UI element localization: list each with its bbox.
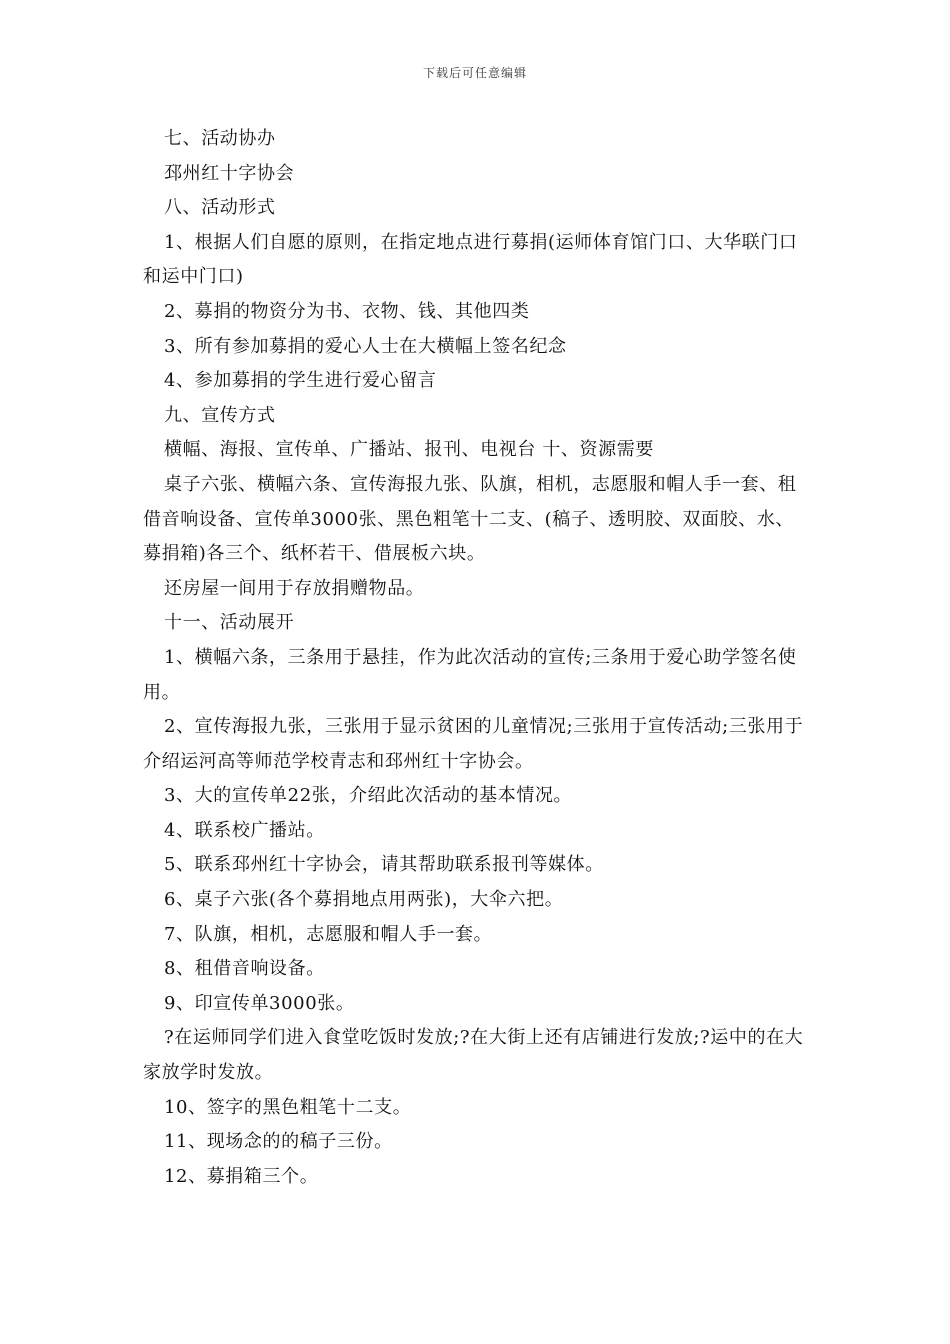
paragraph: 2、宣传海报九张，三张用于显示贫困的儿童情况;三张用于宣传活动;三张用于介绍运河高等师范学校青志和邳州红十字协会。 <box>143 716 804 772</box>
paragraph: 5、联系邳州红十字协会，请其帮助联系报刊等媒体。 <box>164 854 604 876</box>
paragraph: 十一、活动展开 <box>164 612 295 634</box>
paragraph: 1、横幅六条，三条用于悬挂，作为此次活动的宣传;三条用于爱心助学签名使用。 <box>143 646 797 703</box>
paragraph: 4、参加募捐的学生进行爱心留言 <box>164 370 437 392</box>
paragraph: 还房屋一间用于存放捐赠物品。 <box>164 577 425 599</box>
paragraph: 八、活动形式 <box>164 197 276 219</box>
paragraph: 9、印宣传单3000张。 <box>164 992 355 1014</box>
paragraph: ?在运师同学们进入食堂吃饭时发放;?在大街上还有店铺进行发放;?运中的在大家放学时发放。 <box>143 1027 804 1084</box>
paragraph: 12、募捐箱三个。 <box>164 1165 319 1187</box>
paragraph: 10、签字的黑色粗笔十二支。 <box>164 1096 412 1118</box>
paragraph: 邳州红十字协会 <box>164 162 295 184</box>
paragraph: 3、大的宣传单22张，介绍此次活动的基本情况。 <box>164 785 573 807</box>
paragraph: 6、桌子六张(各个募捐地点用两张)，大伞六把。 <box>164 889 564 911</box>
paragraph: 3、所有参加募捐的爱心人士在大横幅上签名纪念 <box>164 335 567 357</box>
paragraph: 4、联系校广播站。 <box>164 819 325 841</box>
page-header-note: 下载后可任意编辑 <box>422 66 527 80</box>
paragraph: 七、活动协办 <box>164 128 276 149</box>
paragraph: 1、根据人们自愿的原则，在指定地点进行募捐(运师体育馆门口、大华联门口和运中门口) <box>143 231 798 288</box>
paragraph: 11、现场念的的稿子三份。 <box>164 1131 393 1153</box>
paragraph: 桌子六张、横幅六条、宣传海报九张、队旗，相机，志愿服和帽人手一套、租借音响设备、宣传单3000张、黑色粗笔十二支、(稿子、透明胶、双面胶、水、募捐箱)各三个、纸杯若干、借展板六块。 <box>143 473 797 565</box>
paragraph: 7、队旗，相机，志愿服和帽人手一套。 <box>164 923 493 945</box>
paragraph: 8、租借音响设备。 <box>164 958 325 980</box>
paragraph: 九、宣传方式 <box>164 404 276 426</box>
document-body <box>143 122 811 1194</box>
paragraph: 横幅、海报、宣传单、广播站、报刊、电视台 十、资源需要 <box>164 439 654 461</box>
paragraph: 2、募捐的物资分为书、衣物、钱、其他四类 <box>164 300 530 322</box>
